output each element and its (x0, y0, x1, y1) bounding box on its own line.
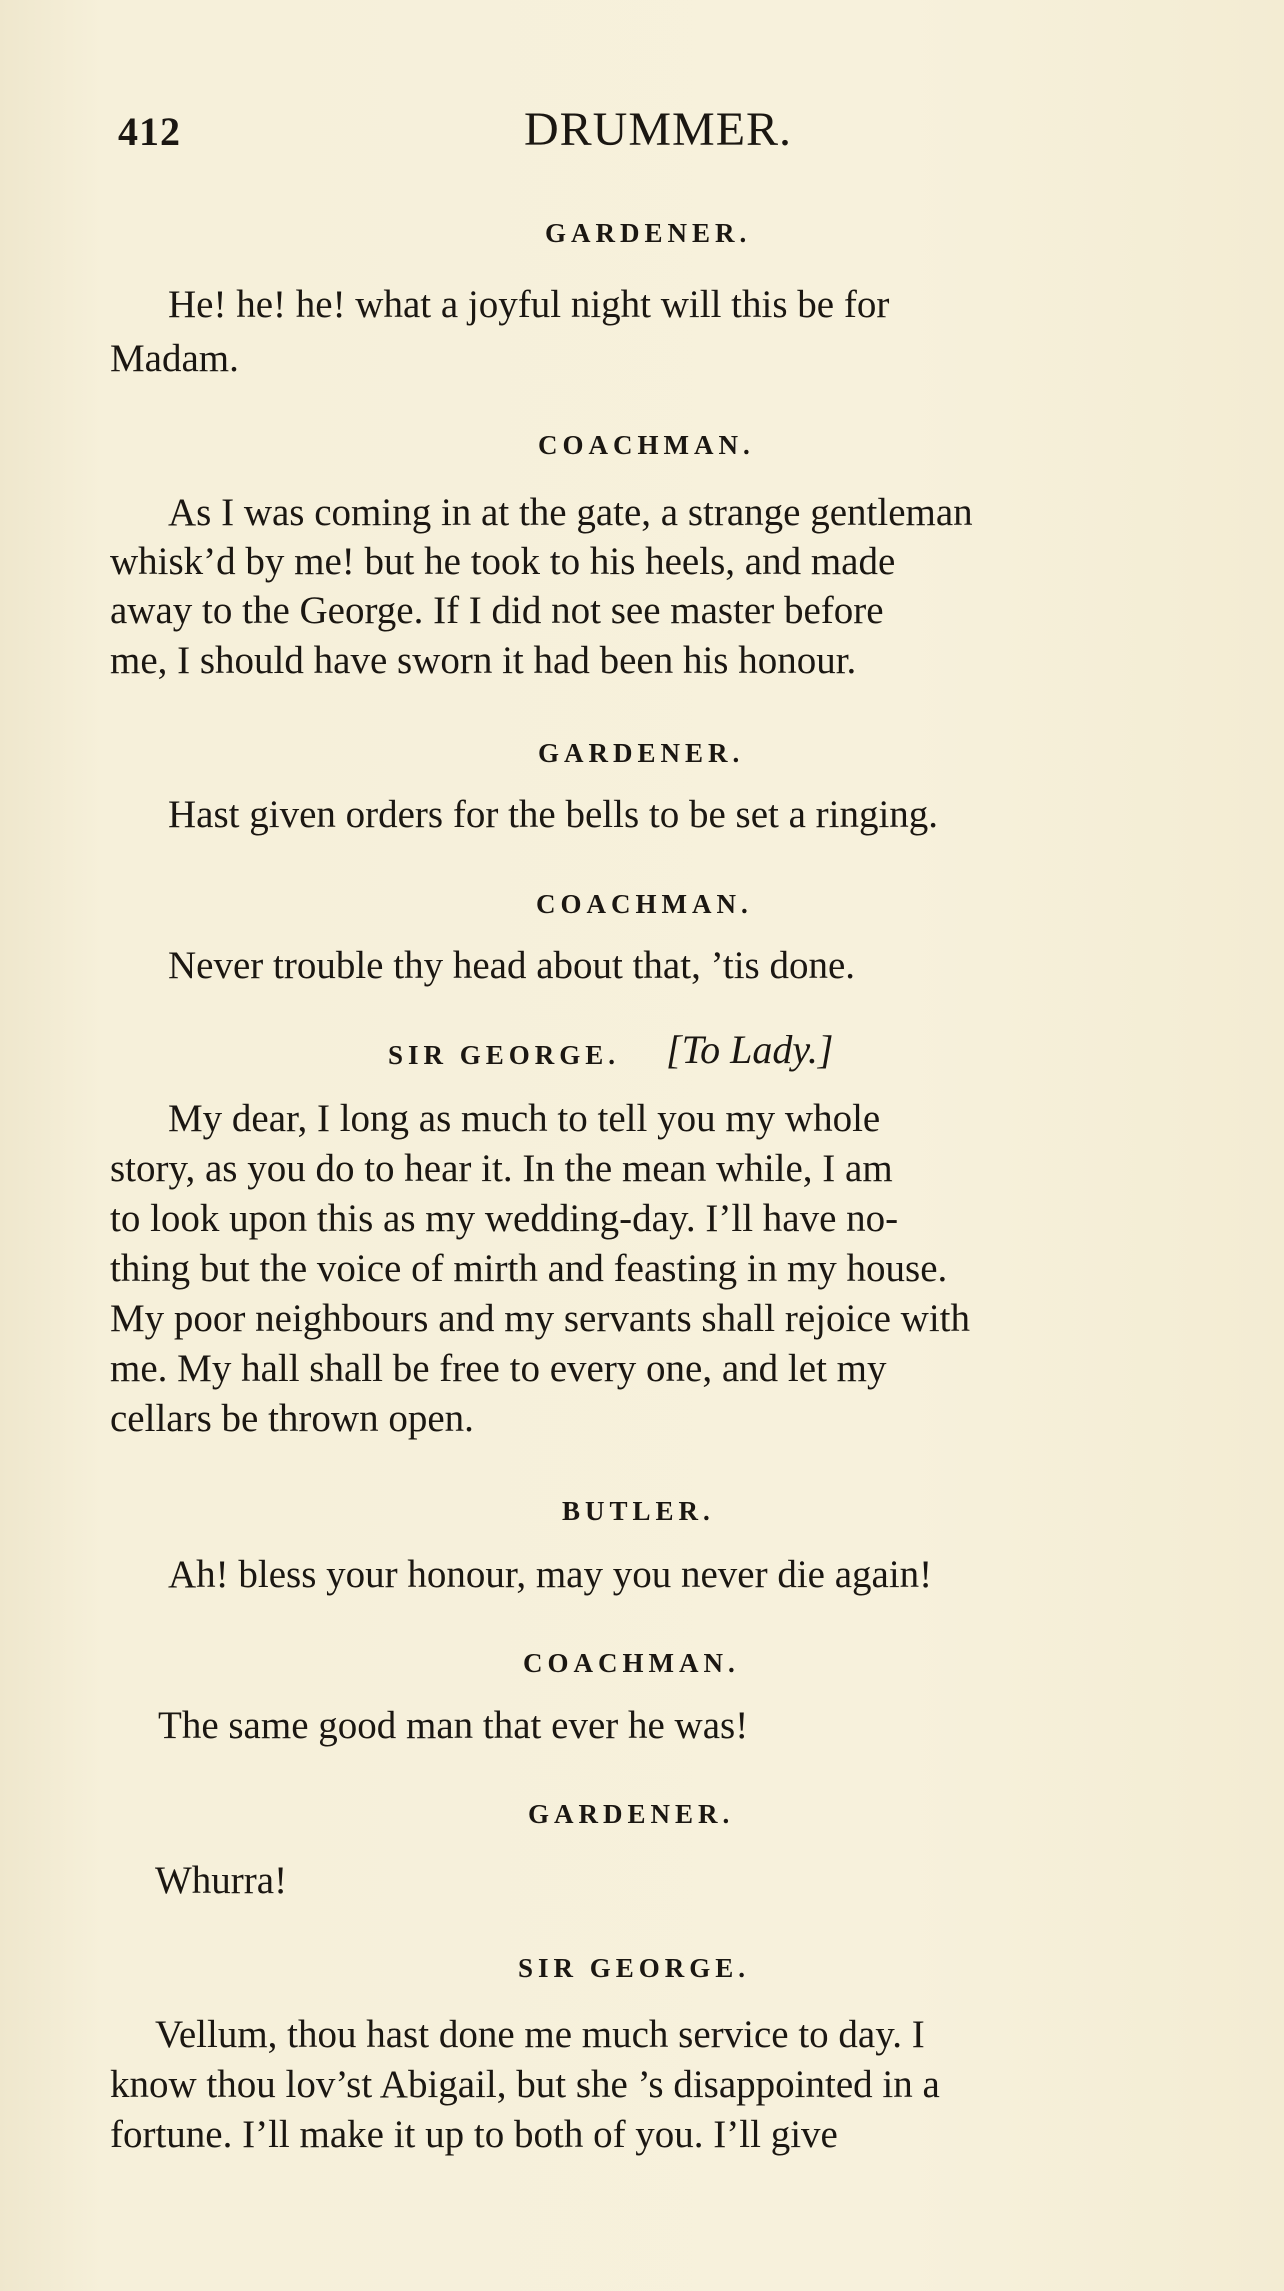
speaker-name: COACHMAN. (536, 889, 753, 919)
text-line: me, I should have sworn it had been his honour. (110, 639, 857, 682)
text-line: whisk’d by me! but he took to his heels, and made (110, 540, 896, 583)
text-line: Ah! bless your honour, may you never die again! (168, 1553, 933, 1596)
text-line: fortune. I’ll make it up to both of you. I’ll give (110, 2113, 838, 2156)
text-line: Hast given orders for the bells to be set a ringing. (168, 793, 939, 836)
text-line: thing but the voice of mirth and feasting in my house. (110, 1247, 948, 1290)
speaker-name: COACHMAN. (538, 430, 755, 460)
text-line: story, as you do to hear it. In the mean while, I am (110, 1147, 893, 1190)
page-number: 412 (118, 109, 181, 154)
text-line: know thou lov’st Abigail, but she ’s disappointed in a (110, 2063, 940, 2106)
text-line: Madam. (110, 337, 239, 380)
text-line: to look upon this as my wedding-day. I’ll have no- (110, 1197, 899, 1240)
speaker-name: GARDENER. (545, 218, 752, 248)
text-line: Never trouble thy head about that, ’tis done. (168, 944, 856, 987)
text-line: As I was coming in at the gate, a strange gentleman (168, 491, 973, 534)
text-line: The same good man that ever he was! (158, 1704, 749, 1747)
speaker-name: BUTLER. (562, 1496, 715, 1526)
speaker-name: COACHMAN. (523, 1648, 740, 1678)
text-line: cellars be thrown open. (110, 1397, 474, 1440)
text-line: He! he! he! what a joyful night will this be for (168, 283, 890, 326)
text-line: away to the George. If I did not see master before (110, 589, 884, 632)
text-line: My dear, I long as much to tell you my whole (168, 1097, 881, 1140)
stage-direction: [To Lady.] (666, 1027, 834, 1072)
text-line: Vellum, thou hast done me much service to day. I (155, 2013, 925, 2056)
speaker-name: GARDENER. (538, 738, 745, 768)
text-line: me. My hall shall be free to every one, and let my (110, 1347, 887, 1390)
text-line: Whurra! (155, 1859, 288, 1902)
speaker-name: SIR GEORGE. (518, 1953, 751, 1983)
speaker-name: GARDENER. (528, 1799, 735, 1829)
text-line: My poor neighbours and my servants shall rejoice with (110, 1297, 970, 1340)
speaker-name: SIR GEORGE. (388, 1040, 621, 1070)
running-title: DRUMMER. (524, 103, 793, 156)
